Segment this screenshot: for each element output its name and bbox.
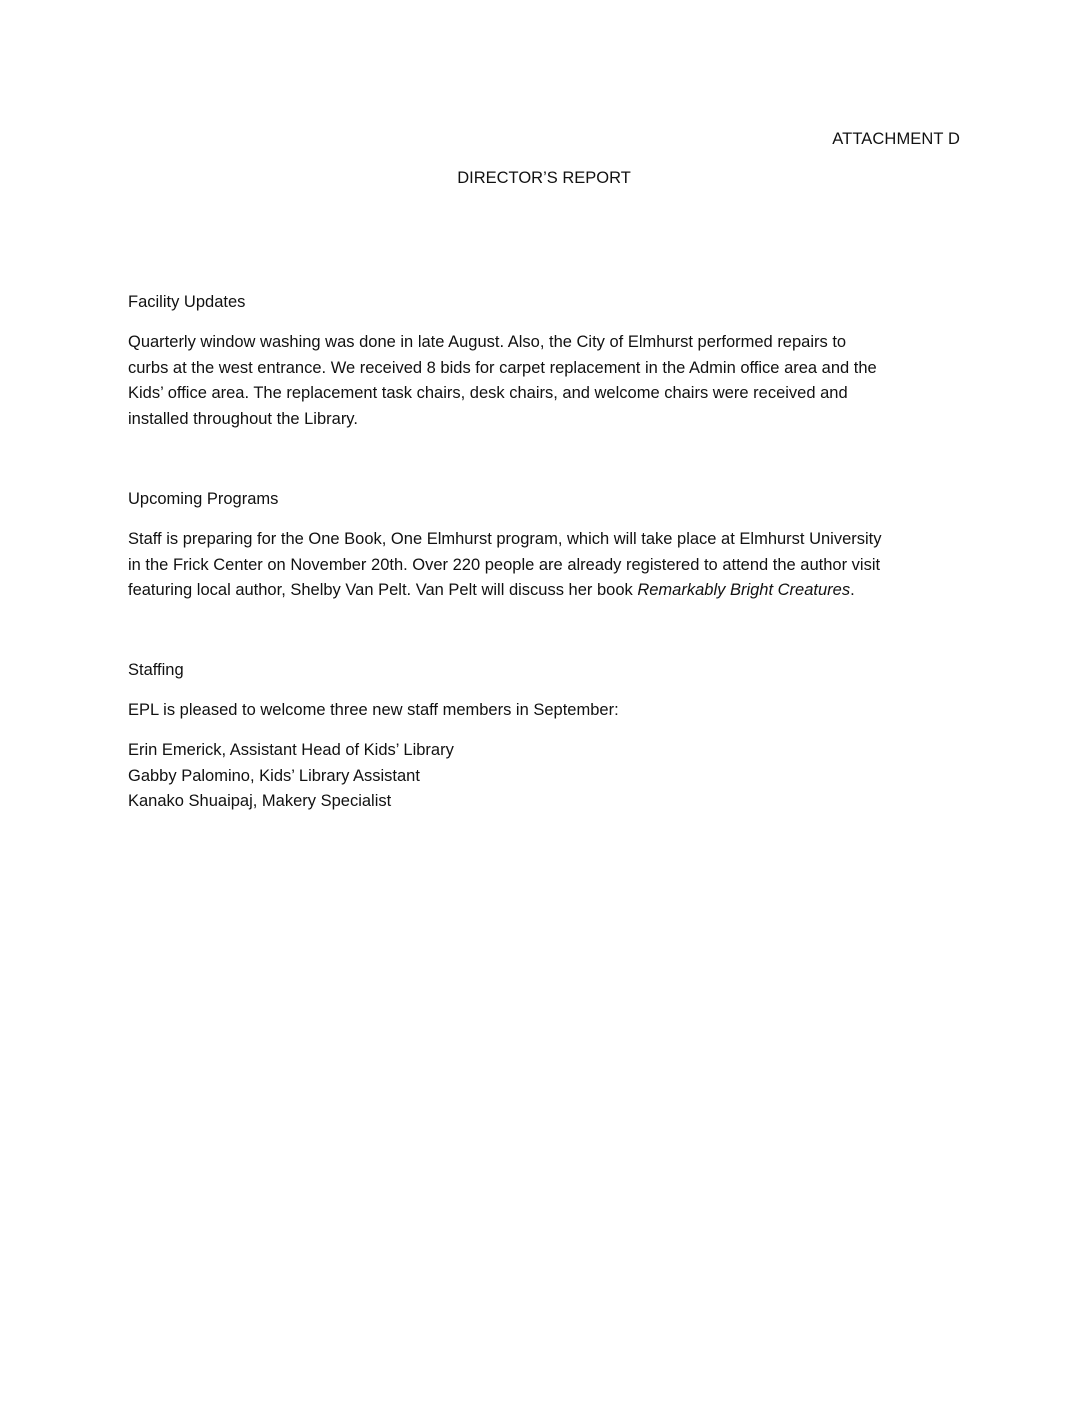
book-title: Remarkably Bright Creatures [637,581,851,600]
staff-list [128,738,968,815]
section-paragraph [128,527,968,604]
staff-member: Kanako Shuaipaj, Makery Specialist [128,792,392,811]
section-spacer [128,433,968,487]
staff-member: Gabby Palomino, Kids’ Library Assistant [128,766,420,785]
section-paragraph [128,330,968,433]
section-upcoming-programs [128,487,968,604]
section-heading: Facility Updates [128,293,246,311]
section-heading: Staffing [128,661,184,680]
line-text: featuring local author, Shelby Van Pelt. Van Pelt will discuss her book [128,581,638,600]
paragraph-line: Kids’ office area. The replacement task chairs, desk chairs, and welcome chairs were received and [128,384,848,403]
attachment-label: ATTACHMENT D [832,130,960,148]
staffing-intro: EPL is pleased to welcome three new staff members in September: [128,700,619,719]
section-spacer [128,604,968,658]
line-end: . [850,581,855,600]
section-facility-updates [128,290,968,433]
paragraph-line [128,578,968,604]
paragraph-line: installed throughout the Library. [128,410,358,429]
paragraph-line: Staff is preparing for the One Book, One Elmhurst program, which will take place at Elmhurst University [128,529,882,548]
section-staffing [128,658,968,815]
report-body [128,290,968,815]
staff-member: Erin Emerick, Assistant Head of Kids’ Library [128,740,454,759]
paragraph-line: Quarterly window washing was done in late August. Also, the City of Elmhurst performed repairs to [128,332,847,351]
section-heading: Upcoming Programs [128,489,279,508]
report-title: DIRECTOR’S REPORT [457,169,631,187]
paragraph-line: in the Frick Center on November 20th. Over 220 people are already registered to attend the author visit [128,555,881,574]
paragraph-line: curbs at the west entrance. We received 8 bids for carpet replacement in the Admin office area and the [128,358,877,377]
